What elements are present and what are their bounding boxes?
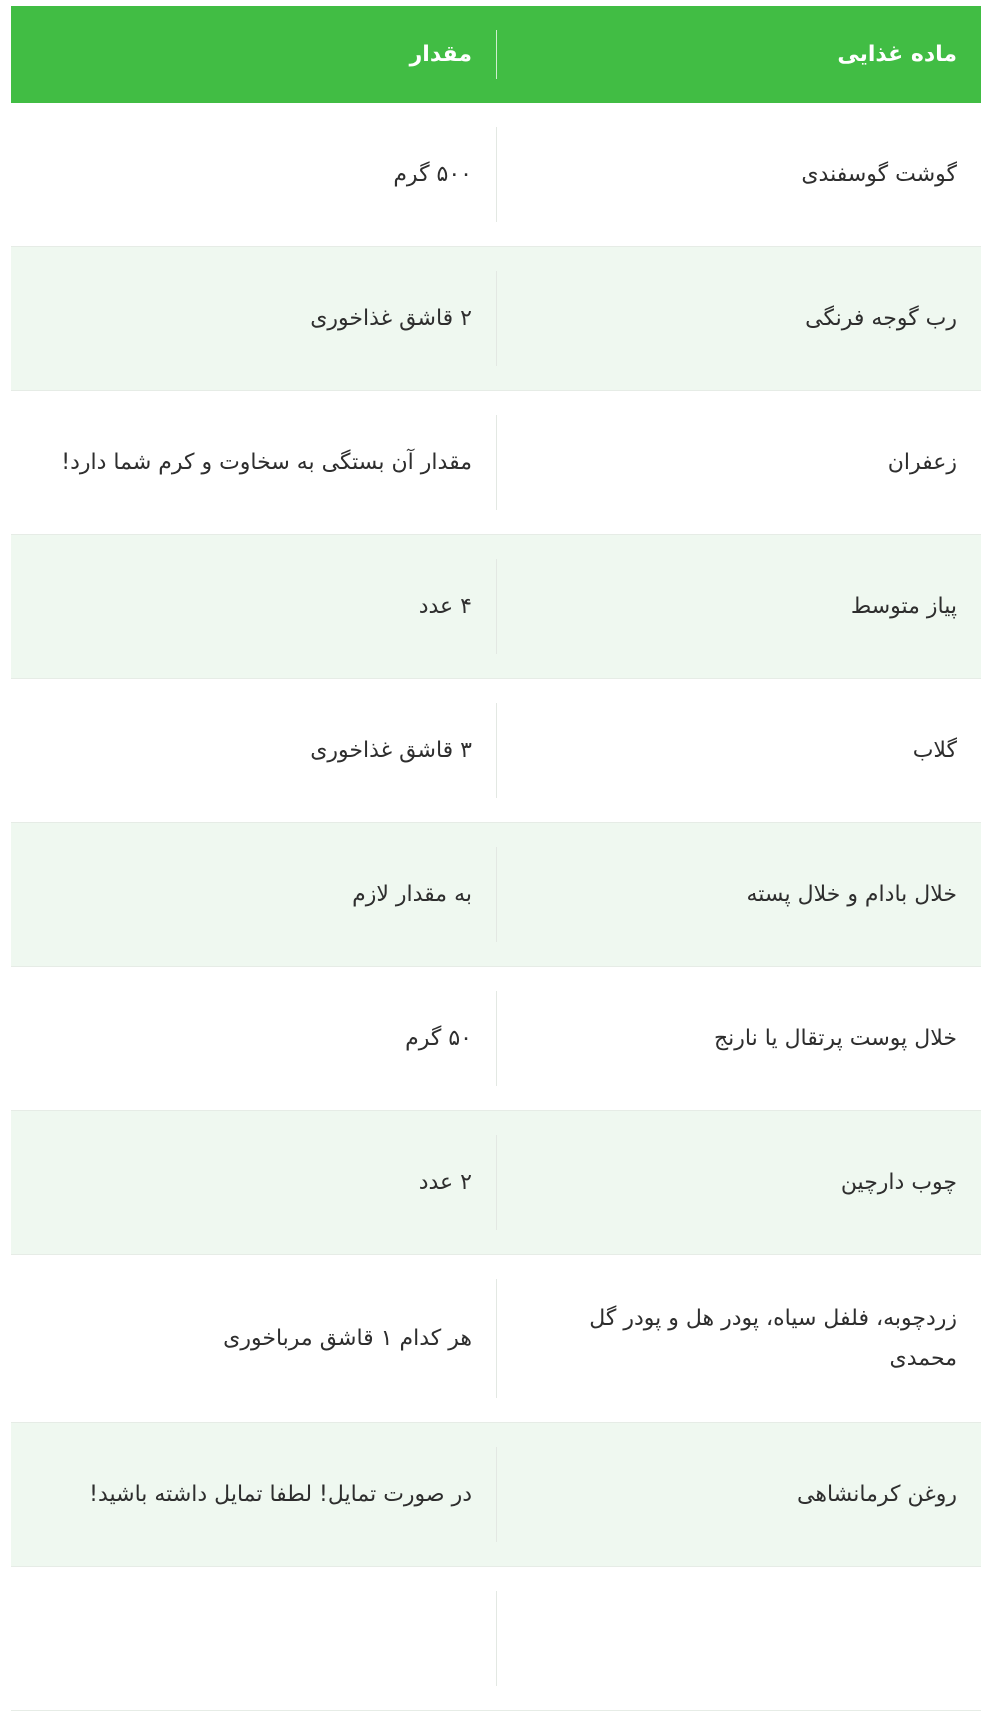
ingredient-amount: هر کدام ۱ قاشق مرباخوری xyxy=(223,1325,472,1351)
table-row xyxy=(11,247,981,391)
table-row-empty xyxy=(11,1567,981,1711)
ingredient-amount: در صورت تمایل! لطفا تمایل داشته باشید! xyxy=(89,1481,472,1507)
amount-cell xyxy=(11,127,497,222)
amount-cell xyxy=(11,559,497,654)
ingredient-cell xyxy=(497,1111,981,1254)
ingredient-amount: ۵۰ گرم xyxy=(405,1025,472,1051)
table-row xyxy=(11,391,981,535)
amount-cell xyxy=(11,847,497,942)
amount-cell xyxy=(11,1447,497,1542)
ingredient-name: خلال پوست پرتقال یا نارنج xyxy=(713,1025,957,1051)
amount-cell xyxy=(11,1279,497,1398)
ingredient-amount: مقدار آن بستگی به سخاوت و کرم شما دارد! xyxy=(61,449,472,475)
table-row xyxy=(11,1255,981,1423)
ingredient-name: رب گوجه فرنگی xyxy=(805,305,957,331)
ingredient-amount: ۲ عدد xyxy=(418,1169,472,1195)
amount-cell xyxy=(11,1135,497,1230)
amount-cell xyxy=(11,271,497,366)
ingredient-name: پیاز متوسط xyxy=(850,593,957,619)
ingredient-amount: ۵۰۰ گرم xyxy=(393,161,472,187)
ingredient-name: چوب دارچین xyxy=(840,1169,957,1195)
ingredient-name: گلاب xyxy=(912,737,957,763)
table-header-row xyxy=(11,6,981,103)
ingredient-amount: ۲ قاشق غذاخوری xyxy=(310,305,472,331)
ingredients-table xyxy=(11,6,981,1711)
amount-cell xyxy=(11,1591,497,1686)
ingredient-cell xyxy=(497,247,981,390)
ingredient-amount: ۳ قاشق غذاخوری xyxy=(310,737,472,763)
ingredient-cell xyxy=(497,823,981,966)
header-cell-ingredient xyxy=(497,6,981,103)
table-row xyxy=(11,1423,981,1567)
ingredient-amount: ۴ عدد xyxy=(418,593,472,619)
ingredient-cell xyxy=(497,1423,981,1566)
table-row xyxy=(11,967,981,1111)
table-row xyxy=(11,103,981,247)
ingredient-name: خلال بادام و خلال پسته xyxy=(746,881,957,907)
ingredient-cell xyxy=(497,535,981,678)
ingredient-cell xyxy=(497,1567,981,1710)
header-amount-label: مقدار xyxy=(409,42,472,67)
ingredient-name: گوشت گوسفندی xyxy=(801,161,957,187)
ingredient-name: زعفران xyxy=(887,449,957,475)
amount-cell xyxy=(11,703,497,798)
table-row xyxy=(11,1111,981,1255)
ingredient-amount: به مقدار لازم xyxy=(352,881,472,907)
ingredient-cell xyxy=(497,103,981,246)
ingredient-cell xyxy=(497,1255,981,1422)
ingredient-name: زردچوبه، فلفل سیاه، پودر هل و پودر گل محمدی xyxy=(589,1305,957,1371)
ingredient-name: روغن کرمانشاهی xyxy=(797,1481,957,1507)
table-row xyxy=(11,823,981,967)
ingredient-cell xyxy=(497,391,981,534)
ingredient-cell xyxy=(497,679,981,822)
ingredient-cell xyxy=(497,967,981,1110)
table-row xyxy=(11,679,981,823)
header-cell-amount xyxy=(11,30,497,79)
header-ingredient-label: ماده غذایی xyxy=(837,42,957,67)
amount-cell xyxy=(11,415,497,510)
amount-cell xyxy=(11,991,497,1086)
table-row xyxy=(11,535,981,679)
